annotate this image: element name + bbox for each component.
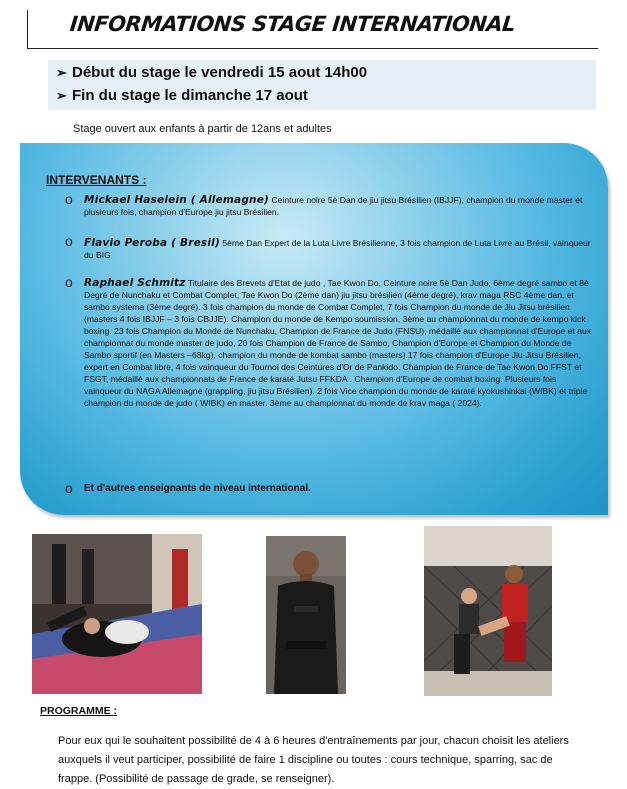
circle-bullet-icon: o (65, 480, 73, 496)
date-start-text: Début du stage le vendredi 15 aout 14h00 (72, 64, 368, 81)
cage-photo-image (424, 526, 552, 696)
speaker-bio: Ceinture noire 5è Dan de jiu jitsu Brésilien (IBJJF), champion du monde master et plusieurs fois, champion d'Europe jiu jitsu Brésilien. (84, 195, 583, 217)
date-end-text: Fin du stage le dimanche 17 aout (72, 87, 308, 104)
grappling-photo-image (32, 534, 202, 694)
speaker-name: Raphael Schmitz (84, 277, 186, 289)
speaker-entry (84, 277, 594, 409)
circle-bullet-icon: o (65, 233, 73, 249)
date-start (56, 64, 367, 81)
speakers-heading: INTERVENANTS : (46, 173, 147, 187)
other-teachers: Et d'autres enseignants de niveau international. (84, 483, 311, 494)
programme-heading: PROGRAMME : (40, 705, 117, 717)
speaker-name: Mickael Haselein ( Allemagne) (84, 194, 270, 206)
grappling-photo (32, 534, 202, 694)
open-note: Stage ouvert aux enfants à partir de 12ans et adultes (73, 123, 332, 135)
speaker-entry (84, 194, 594, 218)
speaker-entry (84, 237, 594, 261)
speaker-name: Flavio Peroba ( Bresil) (84, 237, 220, 249)
speaker-bio: Titulaire des Brevets d'Etat de judo , Tae Kwon Do, Ceinture noire 5è Dan Judo, 6ème degré sambo et 8è Degré de Nunchaku et Combat Complet, Tae Kwon Do (2ème dan) jiu jitsu brésilien (4ème degré), krav maga RSC 4ème dan, et sambo systema (3ème degré). 3 fois champion du monde de Combat Complet, 7 fois Champion du monde de Jiu Jitsu brésilien (masters 4 fois IBJJF – 3 fois CBJJE). Champion du monde de Kempo soumission, 3ème au championnat du monde de kempo kick boxing. 23 fois Champion du Monde de Nunchaku, Champion de France de Judo (FNSU), médaillé aux championnat d'Europe et aux championnat du monde master de judo, 20 fois Champion de France de Sambo, Champion d'Europe et Champion du Monde de Sambo sportif (en Masters –68kg), champion du monde de kombat sambo (masters).17 fois champion d'Europe Jiu-Jitsu Brésilien, expert en Combat libre, 4 fois vainqueur du Tournoi des Ceintures d'Or de Pankido. Champion de France de Tae Kwon Do FFST et FSGT, médaillé aux championnats de France de karaté Jutsu FFKDA . Champion d'Europe de combat boxing. Plusieurs fois vainqueur du NAGA Allemagne (grappling, jiu jitsu Brésilien). 2 fois Vice champion du monde de karaté kyokushinkai (WIBK) et triple champion du monde de judo ( WIBK) en master. 3ème au championnat du monde de krav maga ( 2024). (84, 278, 592, 408)
portrait-photo-image (266, 536, 346, 694)
programme-text: Pour eux qui le souhaitent possibilité de 4 à 6 heures d'entraînements par jour, chacun choisit les ateliers auxquels il veut participer, possibilité de faire 1 discipline ou toutes : cours technique, sparring, sac de frappe. (Possibilité de passage de grade, se renseigner). (58, 735, 569, 785)
date-end (56, 87, 308, 104)
arrow-bullet-icon: ➢ (56, 88, 67, 103)
dates-box (48, 60, 596, 110)
circle-bullet-icon: o (65, 191, 73, 207)
page-title: INFORMATIONS STAGE INTERNATIONAL (68, 12, 517, 36)
speaker-bio: 5ème Dan Expert de la Luta Livre Brésilienne, 3 fois champion de Luta Livre au Brésil, vainqueur du BIG (84, 238, 591, 260)
speakers-panel (20, 143, 608, 515)
arrow-bullet-icon: ➢ (56, 65, 67, 80)
portrait-photo (266, 536, 346, 694)
cage-photo (424, 526, 552, 696)
circle-bullet-icon: o (65, 274, 73, 290)
